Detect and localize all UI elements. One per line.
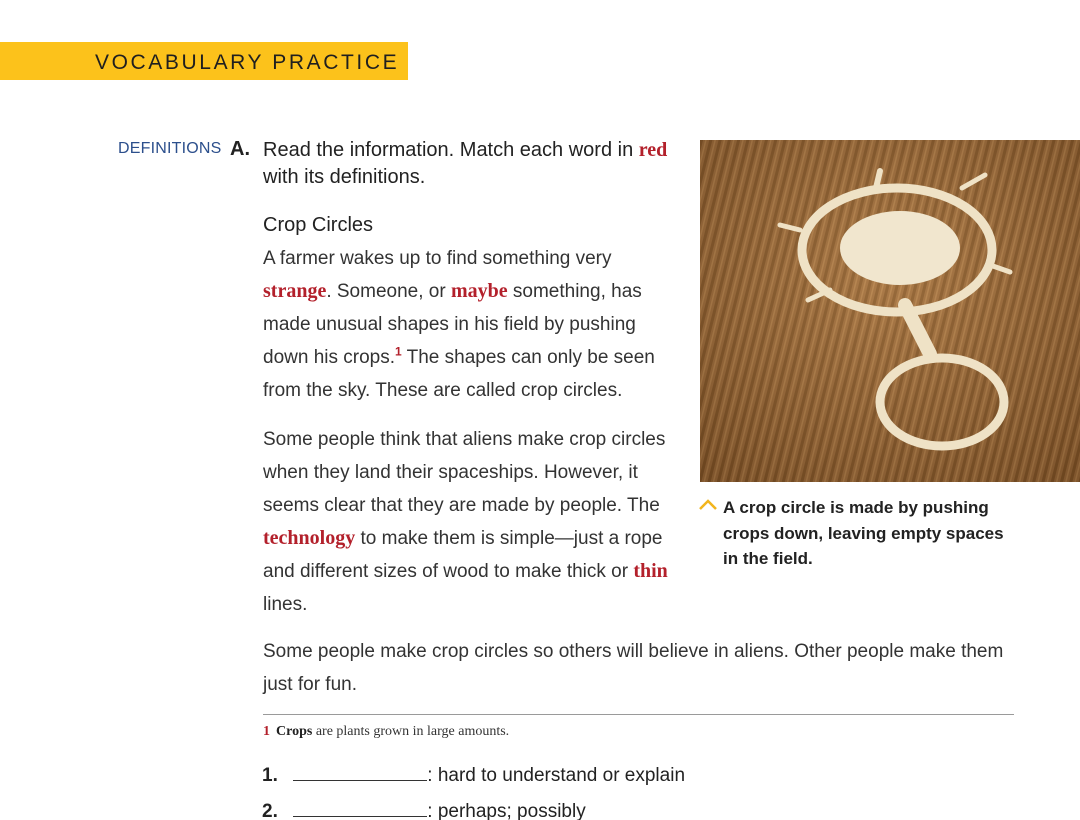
answer-blank[interactable] — [293, 765, 427, 781]
instructions-text: Read the information. Match each word in — [263, 139, 634, 161]
paragraph-text: . Someone, or — [326, 281, 451, 302]
vocab-word-strange: strange — [263, 280, 327, 302]
item-definition: : perhaps; possibly — [427, 801, 586, 820]
exercise-item — [262, 765, 685, 787]
footnote-divider — [263, 714, 1014, 715]
footnote-marker[interactable]: 1 — [395, 344, 402, 359]
instructions-red-word: red — [638, 139, 668, 161]
article-paragraph-2 — [263, 423, 683, 621]
footnote-text: are plants grown in large amounts. — [312, 724, 510, 739]
item-definition: : hard to understand or explain — [427, 765, 686, 786]
answer-blank[interactable] — [293, 801, 427, 817]
instructions — [263, 137, 683, 191]
exercise-item — [262, 801, 586, 820]
paragraph-text: lines. — [263, 594, 308, 615]
vocab-word-thin: thin — [633, 560, 668, 582]
article-title: Crop Circles — [263, 214, 374, 236]
paragraph-text: something, has made unusual shapes in his field by pushing down his crops. — [263, 281, 642, 368]
section-label: DEFINITIONS — [118, 140, 222, 157]
exercise-letter: A. — [230, 138, 250, 160]
paragraph-text: Some people think that aliens make crop circles when they land their spaceships. However, it seems clear that they are made by people. The — [263, 429, 666, 516]
article-paragraph-1 — [263, 242, 683, 407]
vocab-word-technology: technology — [263, 527, 356, 549]
paragraph-text: to make them is simple—just a rope and different sizes of wood to make thick or — [263, 528, 663, 582]
footnote — [263, 724, 509, 740]
footnote-term: Crops — [276, 724, 313, 739]
banner-title: VOCABULARY PRACTICE — [95, 51, 400, 74]
item-number: 1. — [262, 765, 278, 786]
article-paragraph-3: Some people make crop circles so others will believe in aliens. Other people make them just for fun. — [263, 641, 1004, 695]
photo-caption: A crop circle is made by pushing crops down, leaving empty spaces in the field. — [723, 498, 1004, 568]
instructions-text-end: with its definitions. — [263, 166, 426, 188]
paragraph-text: A farmer wakes up to find something very — [263, 248, 612, 269]
paragraph-text: The shapes can only be seen from the sky. These are called crop circles. — [263, 347, 655, 401]
crop-circle-photo — [700, 140, 1080, 482]
item-number: 2. — [262, 801, 278, 820]
footnote-number: 1 — [263, 724, 270, 739]
section-banner — [0, 42, 408, 80]
caret-up-icon — [698, 496, 718, 512]
vocab-word-maybe: maybe — [450, 280, 508, 302]
crop-circle-image — [700, 140, 1080, 482]
